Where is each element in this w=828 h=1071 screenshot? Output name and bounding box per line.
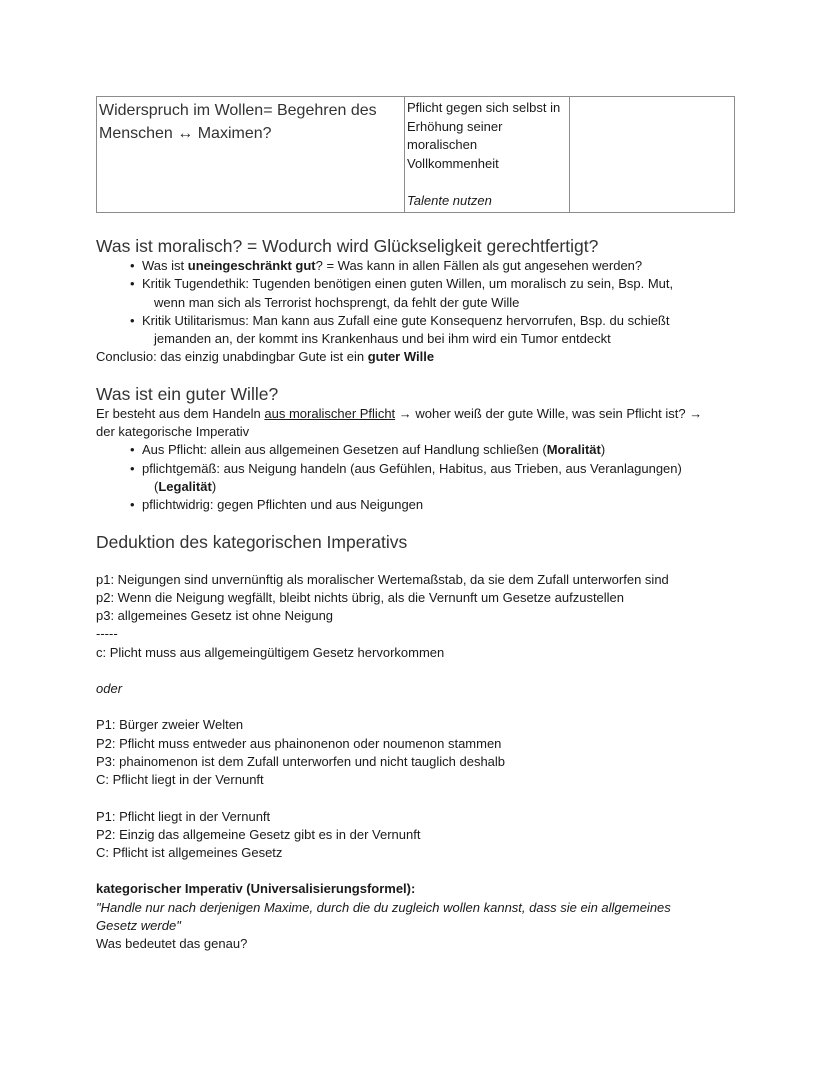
table-row xyxy=(97,97,735,213)
section-heading-guter-wille: Was ist ein guter Wille? xyxy=(96,383,279,404)
ki-quote: "Handle nur nach derjenigen Maxime, durch die du zugleich wollen kannst, dass sie ein allgemeines Gesetz werde" xyxy=(96,899,671,934)
section-heading-deduktion: Deduktion des kategorischen Imperativs xyxy=(96,531,408,552)
bullet-list-moralisch xyxy=(96,257,736,348)
alt1-line: P1: Bürger zweier Welten xyxy=(96,717,244,733)
alt2-line: C: Pflicht ist allgemeines Gesetz xyxy=(96,845,283,861)
intro-text: Er besteht aus dem Handeln aus moralischer Pflicht → woher weiß der gute Wille, was sein Pflicht ist? → der kategorische Imperativ xyxy=(96,405,703,440)
list-item: • pflichtgemäß: aus Neigung handeln (aus Gefühlen, Habitus, aus Trieben, aus Veranlagungen) (Legalität) xyxy=(142,460,736,497)
cell-italic-note: Talente nutzen xyxy=(407,192,492,208)
cell-line: Erhöhung seiner xyxy=(407,118,503,134)
bullet-list-pflicht xyxy=(96,441,736,514)
kant-table xyxy=(96,96,735,213)
separator-line: ----- xyxy=(96,626,118,642)
table-cell-pflicht xyxy=(405,97,570,213)
conclusion-c: c: Plicht muss aus allgemeingültigem Gesetz hervorkommen xyxy=(96,644,445,660)
list-item: • pflichtwidrig: gegen Pflichten und aus Neigungen xyxy=(142,496,736,514)
alt1-line: C: Pflicht liegt in der Vernunft xyxy=(96,772,264,788)
alt2-line: P1: Pflicht liegt in der Vernunft xyxy=(96,808,271,824)
alt1-line: P2: Pflicht muss entweder aus phainonenon oder noumenon stammen xyxy=(96,735,502,751)
oder-text: oder xyxy=(96,681,123,697)
list-item: • Aus Pflicht: allein aus allgemeinen Gesetzen auf Handlung schließen (Moralität) xyxy=(142,441,736,459)
premise-p1: p1: Neigungen sind unvernünftig als moralischer Wertemaßstab, da sie dem Zufall unterworfen sind xyxy=(96,571,669,587)
section-heading-moralisch: Was ist moralisch? = Wodurch wird Glückseligkeit gerechtfertigt? xyxy=(96,236,599,256)
table-cell-widerspruch: Widerspruch im Wollen= Begehren des Menschen ↔ Maximen? xyxy=(97,97,405,213)
ki-title: kategorischer Imperativ (Universalisierungsformel): xyxy=(96,881,416,897)
alt2-line: P2: Einzig das allgemeine Gesetz gibt es in der Vernunft xyxy=(96,826,421,842)
cell-line: Pflicht gegen sich selbst in xyxy=(407,100,561,115)
list-item: • Kritik Utilitarismus: Man kann aus Zufall eine gute Konsequenz hervorrufen, Bsp. du schießt jemanden an, der kommt ins Krankenhaus und bei ihm wird ein Tumor entdeckt xyxy=(142,312,736,349)
table-cell-empty xyxy=(570,97,735,213)
premise-p2: p2: Wenn die Neigung wegfällt, bleibt nichts übrig, als die Vernunft um Gesetze aufzustellen xyxy=(96,589,625,605)
list-item: • Kritik Tugendethik: Tugenden benötigen einen guten Willen, um moralisch zu sein, Bsp. Mut, wenn man sich als Terrorist hochsprengt, da fehlt der gute Wille xyxy=(142,275,736,312)
cell-line: Vollkommenheit xyxy=(407,155,499,171)
alt1-line: P3: phainomenon ist dem Zufall unterworfen und nicht tauglich deshalb xyxy=(96,753,506,769)
document-page xyxy=(96,96,736,954)
cell-line: moralischen xyxy=(407,137,478,152)
premise-p3: p3: allgemeines Gesetz ist ohne Neigung xyxy=(96,608,334,624)
conclusio-text: Conclusio: das einzig unabdingbar Gute ist ein guter Wille xyxy=(96,349,435,365)
question-text: Was bedeutet das genau? xyxy=(96,936,248,952)
list-item: • Was ist uneingeschränkt gut? = Was kann in allen Fällen als gut angesehen werden? xyxy=(142,257,736,275)
